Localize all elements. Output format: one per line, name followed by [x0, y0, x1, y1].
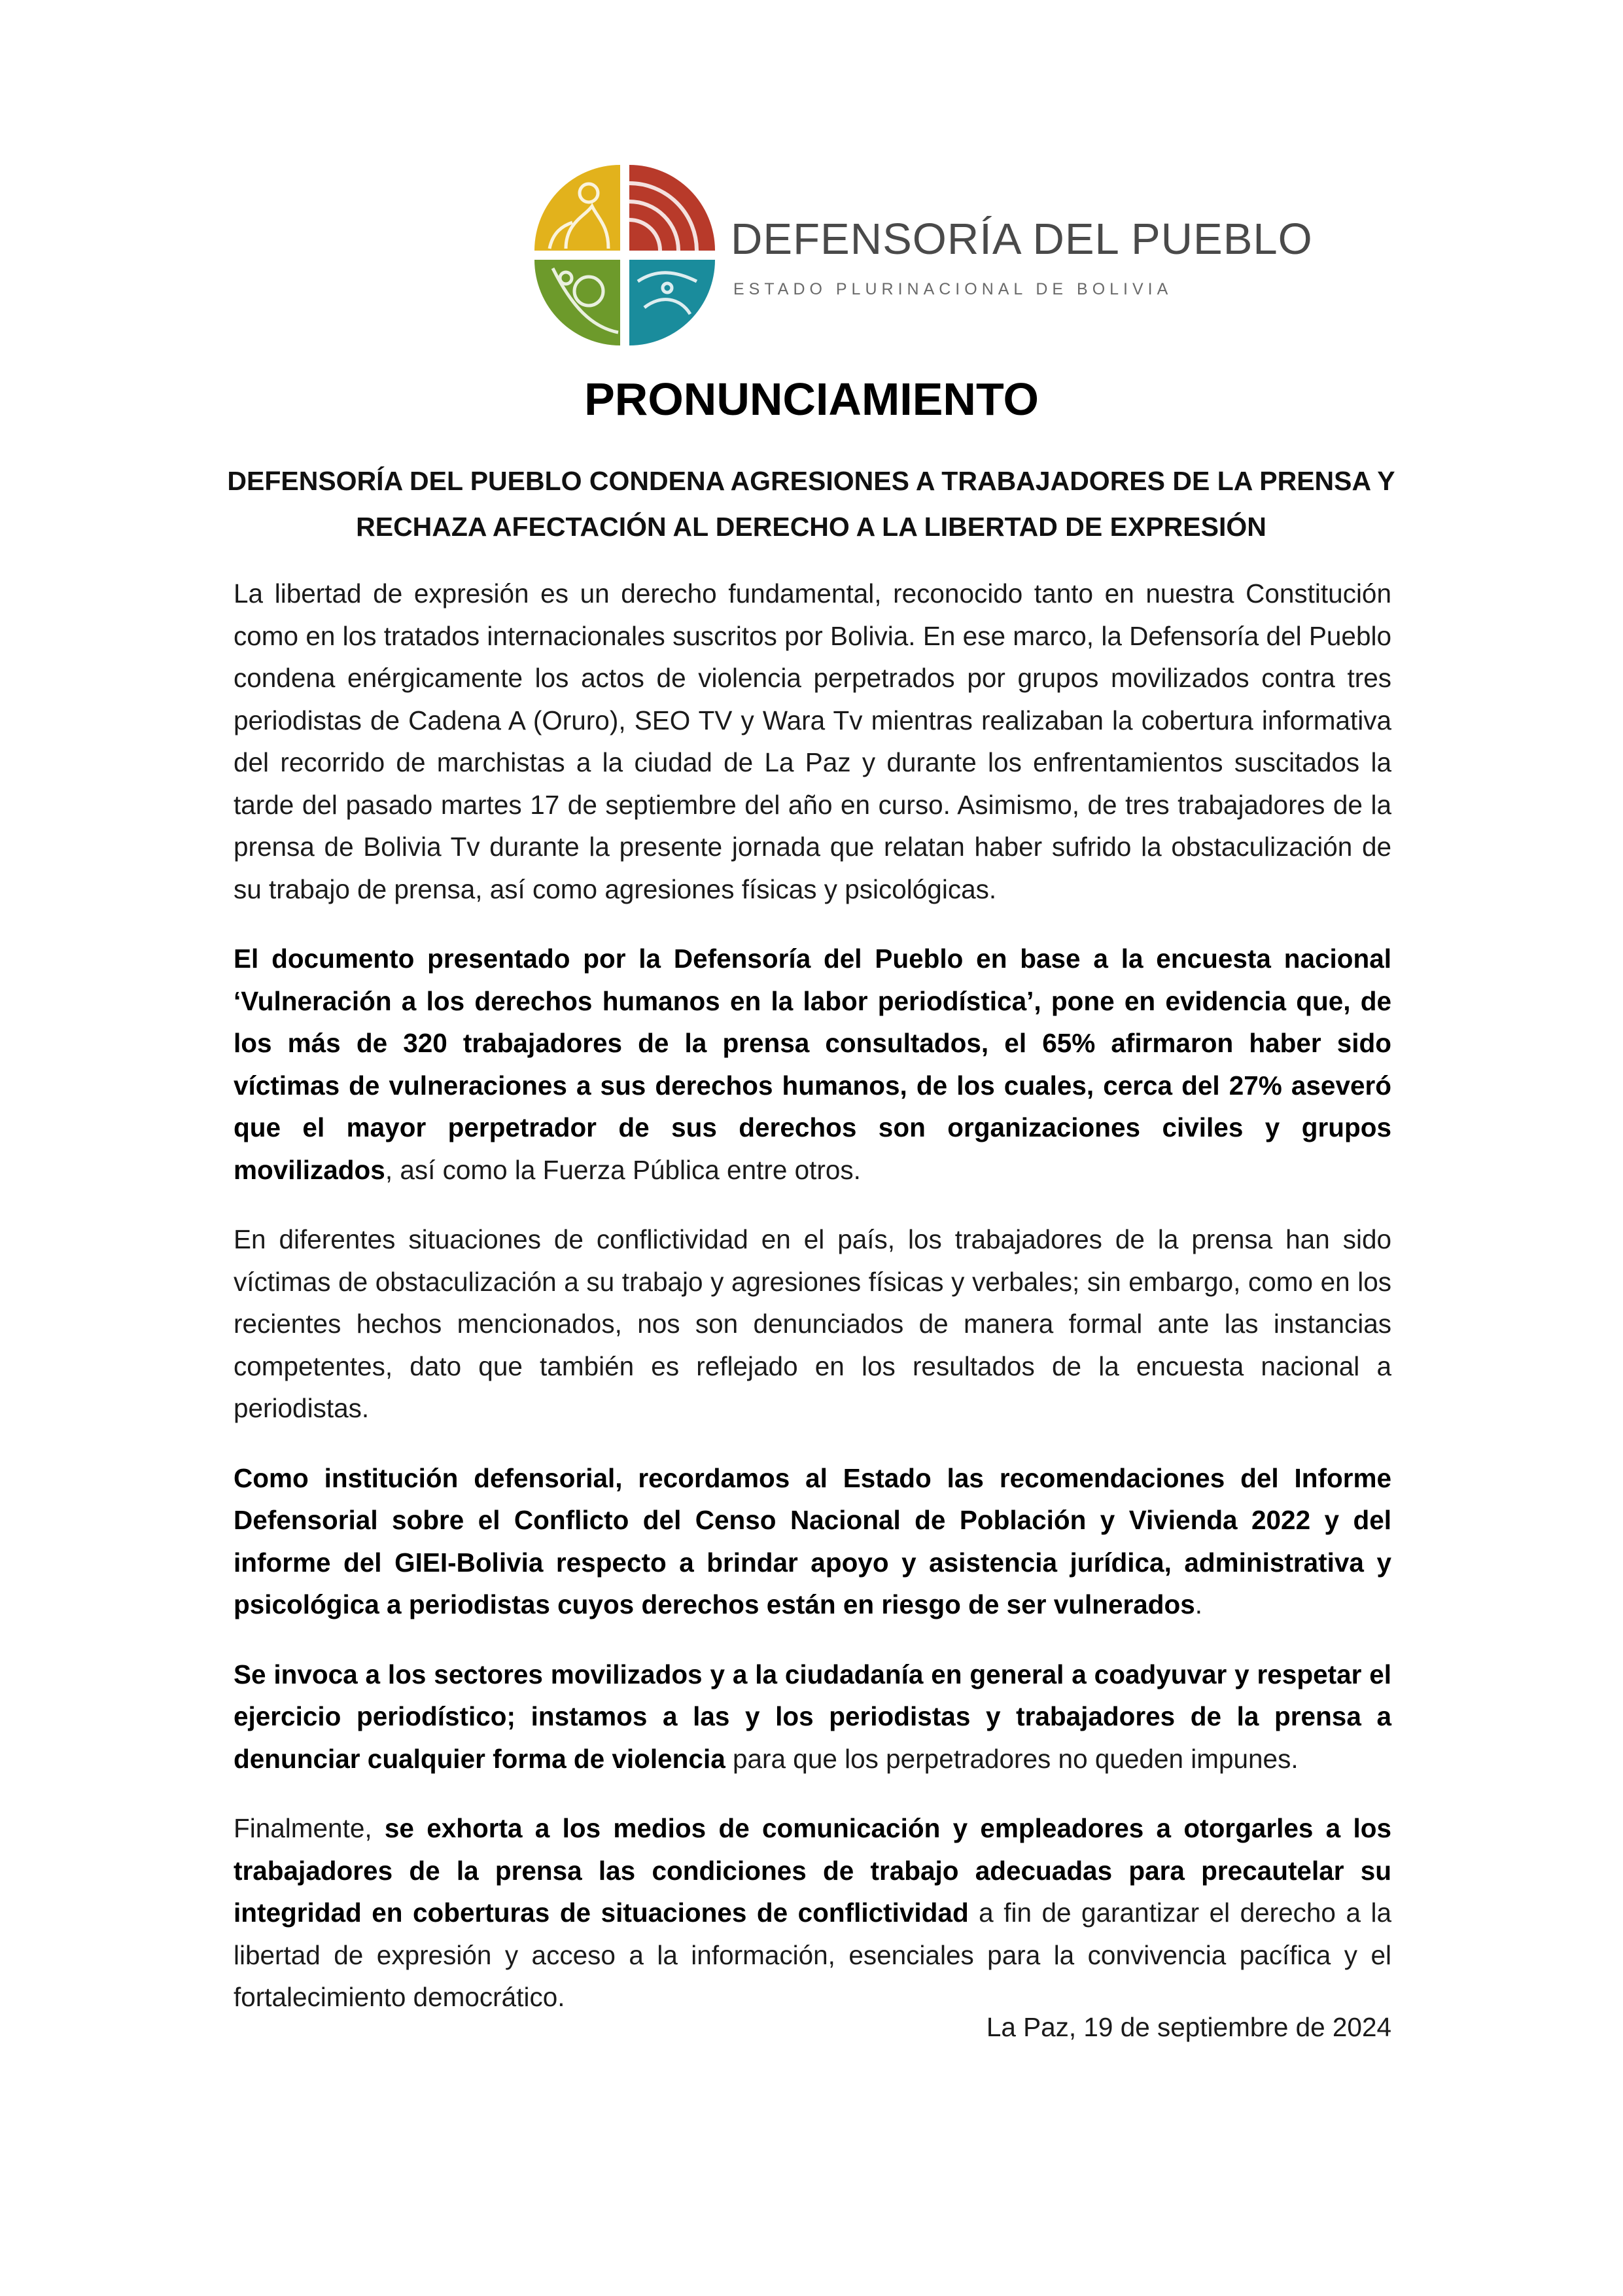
subtitle-line: RECHAZA AFECTACIÓN AL DERECHO A LA LIBERTAD DE EXPRESIÓN	[356, 512, 1266, 542]
org-name: DEFENSORÍA DEL PUEBLO	[731, 215, 1313, 264]
text-run: , así como la Fuerza Pública entre otros.	[385, 1154, 861, 1185]
body-paragraph	[234, 1653, 1391, 1780]
bold-text-run: El documento presentado por la Defensoría del Pueblo en base a la encuesta nacional ‘Vulneración a los derechos humanos en la labor periodística’, pone en evidencia que, de los más de 320 trabajadores de la prensa consultados, el 65% afirmaron haber sido víctimas de vulneraciones a sus derechos humanos, de los cuales, cerca del 27% aseveró que el mayor perpetrador de sus derechos son organizaciones civiles y grupos movilizados	[234, 944, 1391, 1185]
bold-text-run: Como institución defensorial, recordamos al Estado las recomendaciones del Informe Defensorial sobre el Conflicto del Censo Nacional de Población y Vivienda 2022 y del informe del GIEI-Bolivia respecto a brindar apoyo y asistencia jurídica, administrativa y psicológica a periodistas cuyos derechos están en riesgo de ser vulnerados	[234, 1462, 1391, 1619]
text-run: a fin de garantizar el derecho a la libertad de expresión y acceso a la información, esenciales para la convivencia pacífica y el fortalecimiento democrático.	[234, 1898, 1391, 2012]
bold-text-run: Se invoca a los sectores movilizados y a la ciudadanía en general a coadyuvar y respetar el ejercicio periodístico; instamos a las y los periodistas y trabajadores de la prensa a denunciar cualquier forma de violencia	[234, 1659, 1391, 1774]
page-title: PRONUNCIAMIENTO	[584, 374, 1039, 425]
subtitle-line: DEFENSORÍA DEL PUEBLO CONDENA AGRESIONES A TRABAJADORES DE LA PRENSA Y	[227, 466, 1395, 496]
text-run: .	[1195, 1589, 1203, 1619]
body-paragraph	[234, 938, 1391, 1191]
defensoria-emblem-icon	[527, 157, 723, 353]
body-paragraph	[234, 1218, 1391, 1430]
text-run: En diferentes situaciones de conflictividad en el país, los trabajadores de la prensa han sido víctimas de obstaculización a su trabajo y agresiones físicas y verbales; sin embargo, como en los recientes hechos mencionados, nos son denunciados de manera formal ante las instancias competentes, dato que también es reflejado en los resultados de la encuesta nacional a periodistas.	[234, 1224, 1391, 1423]
org-subtitle: ESTADO PLURINACIONAL DE BOLIVIA	[733, 280, 1173, 298]
date-signoff: La Paz, 19 de septiembre de 2024	[986, 2012, 1391, 2042]
text-run: para que los perpetradores no queden impunes.	[725, 1743, 1299, 1774]
text-run: La libertad de expresión es un derecho fundamental, reconocido tanto en nuestra Constitución como en los tratados internacionales suscritos por Bolivia. En ese marco, la Defensoría del Pueblo condena enérgicamente los actos de violencia perpetrados por grupos movilizados contra tres periodistas de Cadena A (Oruro), SEO TV y Wara Tv mientras realizaban la cobertura informativa del recorrido de marchistas a la ciudad de La Paz y durante los enfrentamientos suscitados la tarde del pasado martes 17 de septiembre del año en curso. Asimismo, de tres trabajadores de la prensa de Bolivia Tv durante la presente jornada que relatan haber sufrido la obstaculización de su trabajo de prensa, así como agresiones físicas y psicológicas.	[234, 578, 1391, 904]
body-paragraph	[234, 1807, 1391, 2019]
document-subtitle	[216, 458, 1406, 550]
body-paragraph	[234, 573, 1391, 910]
body-paragraph	[234, 1457, 1391, 1626]
document-body	[234, 573, 1391, 2046]
bold-text-run: se exhorta a los medios de comunicación y empleadores a otorgarles a los trabajadores de la prensa las condiciones de trabajo adecuadas para precautelar su integridad en coberturas de situaciones de conflictividad	[234, 1813, 1391, 1928]
header-logo	[527, 152, 1313, 355]
text-run: Finalmente,	[234, 1813, 385, 1843]
